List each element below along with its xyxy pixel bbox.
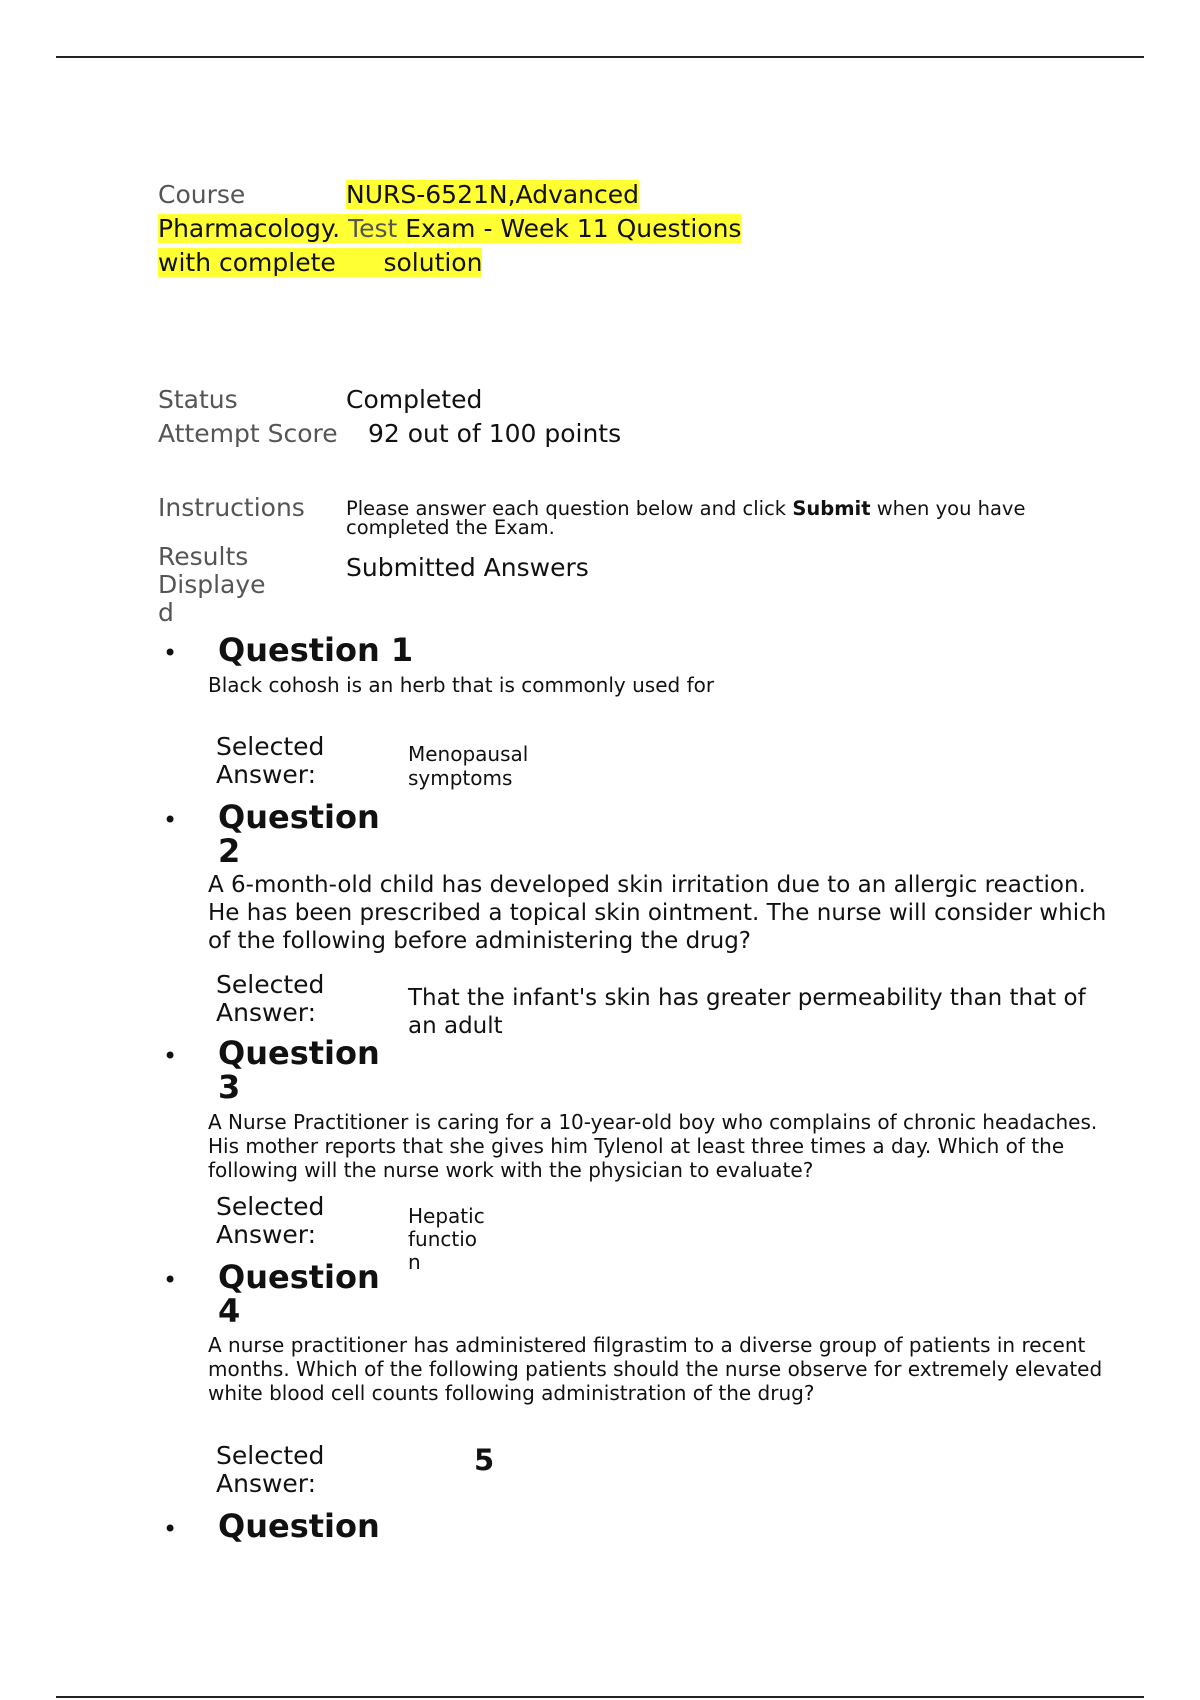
question-3-bullet: • xyxy=(163,1042,178,1070)
question-4-selected-label: Selected Answer: xyxy=(216,1441,325,1498)
question-2-selected-label: Selected Answer: xyxy=(216,970,325,1027)
instructions-text: Please answer each question below and click Submit when you have completed the Exam. xyxy=(346,497,1026,539)
instructions-submit-bold: Submit xyxy=(792,497,871,520)
question-1-bullet: • xyxy=(163,639,178,667)
question-4-answer: 5 xyxy=(474,1443,495,1477)
course-value-line-1 xyxy=(346,178,639,212)
question-2-text: A 6-month-old child has developed skin irritation due to an allergic reaction. He has been prescribed a topical skin ointment. The nurse will consider which of the following before administering the drug? xyxy=(208,872,1107,954)
test-label: Test xyxy=(348,214,398,243)
question-2-answer: That the infant's skin has greater permeability than that of an adult xyxy=(408,985,1086,1039)
question-4-text: A nurse practitioner has administered filgrastim to a diverse group of patients in recent months. Which of the following patients should the nurse observe for extremely elevated white blood cell counts following administration of the drug? xyxy=(208,1333,1103,1405)
header-line-3 xyxy=(158,246,482,280)
question-1-text: Black cohosh is an herb that is commonly used for xyxy=(208,673,715,697)
test-value: Exam - Week 11 Questions xyxy=(405,214,742,243)
course-value-line-2: Pharmacology. Test Exam - Week 11 Questions xyxy=(158,214,742,243)
question-2-title: Question 2 xyxy=(218,798,380,870)
score-label: Attempt Score xyxy=(158,419,338,448)
question-3-title: Question 3 xyxy=(218,1034,380,1106)
score-value: 92 out of 100 points xyxy=(368,419,622,448)
question-1-selected-label: Selected Answer: xyxy=(216,732,325,789)
question-5-bullet: • xyxy=(163,1515,178,1543)
course-label: Course xyxy=(158,180,246,209)
question-5-title: Question xyxy=(218,1507,380,1545)
question-3-answer: Hepatic function xyxy=(408,1204,485,1274)
bottom-rule xyxy=(56,1696,1144,1698)
instructions-label: Instructions xyxy=(158,493,305,522)
results-label: Results Displaye d xyxy=(158,542,266,627)
header-line-2 xyxy=(158,212,741,246)
top-rule xyxy=(56,56,1144,58)
question-4-title: Question 4 xyxy=(218,1258,380,1330)
header-line-3-highlight: with complete solution xyxy=(158,248,483,277)
results-value: Submitted Answers xyxy=(346,553,589,582)
question-4-bullet: • xyxy=(163,1266,178,1294)
course-value-highlight: NURS-6521N,Advanced xyxy=(346,180,640,209)
question-1-answer: Menopausal symptoms xyxy=(408,742,529,790)
question-2-bullet: • xyxy=(163,806,178,834)
question-1-title: Question 1 xyxy=(218,631,414,669)
question-3-text: A Nurse Practitioner is caring for a 10-year-old boy who complains of chronic headaches. His mother reports that she gives him Tylenol at least three times a day. Which of the following will the nurse work with the physician to evaluate? xyxy=(208,1110,1098,1182)
status-label: Status xyxy=(158,385,238,414)
status-value: Completed xyxy=(346,385,483,414)
question-3-selected-label: Selected Answer: xyxy=(216,1192,325,1249)
